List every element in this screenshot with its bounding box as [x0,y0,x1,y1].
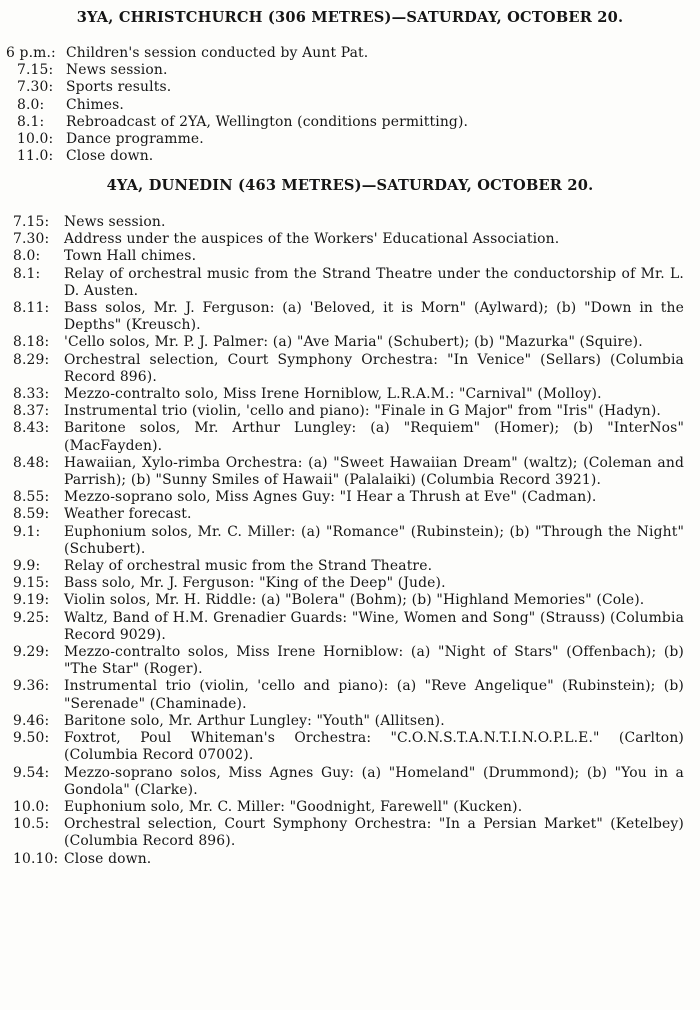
program-entry [0,45,700,62]
entry-time: 8.29: [13,351,50,368]
entry-time: 7.15: [13,214,50,230]
entry-time: 9.9: [13,558,41,575]
entry-time: 9.29: [13,644,50,661]
entry-time: 9.15: [13,575,50,592]
entry-description: Instrumental trio (violin, 'cello and piano): "Finale in G Major" from "Iris" (Hadyn). [64,403,661,420]
entry-description: Orchestral selection, Court Symphony Orchestra: "In Venice" (Sellars) (Columbia Record 896). [64,351,684,385]
entry-description: Chimes. [66,96,125,113]
program-entry [0,506,700,523]
program-entry [0,266,700,300]
program-entry [0,765,700,799]
program-entry [0,97,700,114]
entry-description: Mezzo-soprano solos, Miss Agnes Guy: (a) "Homeland" (Drummond); (b) "You in a Gondola" (Clarke). [64,764,684,798]
program-entry [0,352,700,386]
entry-description: Mezzo-contralto solo, Miss Irene Horniblow, L.R.A.M.: "Carnival" (Molloy). [64,386,602,403]
entry-description: Mezzo-soprano solo, Miss Agnes Guy: "I Hear a Thrush at Eve" (Cadman). [64,489,597,506]
program-entry [0,231,700,248]
entry-time: 8.37: [13,403,50,420]
entry-description: Baritone solos, Mr. Arthur Lungley: (a) "Requiem" (Homer); (b) "InterNos" (MacFayden). [64,420,684,454]
entry-time: 7.15: [17,62,54,79]
program-entry [0,420,700,454]
program-entry [0,403,700,420]
program-entry [0,592,700,609]
entry-time: 6 p.m.: [6,45,56,61]
program-entry [0,131,700,148]
entry-description: Foxtrot, Poul Whiteman's Orchestra: "C.O.N.S.T.A.N.T.I.N.O.P.L.E." (Carlton) (Columbia Record 07002). [64,730,684,764]
program-entry [0,558,700,575]
entry-description: News session. [64,214,166,230]
entry-description: Close down. [64,850,152,867]
entry-description: Address under the auspices of the Workers' Educational Association. [64,231,560,248]
entry-description: Instrumental trio (violin, 'cello and piano): (a) "Reve Angelique" (Rubinstein); (b) "Serenade" (Chaminade). [64,678,684,712]
program-entry [0,524,700,558]
program-entry [0,678,700,712]
entry-time: 9.46: [13,712,50,729]
program-entry [0,248,700,265]
entry-time: 9.25: [13,609,50,626]
program-entry [0,386,700,403]
program-entry [0,62,700,79]
section-heading: 3YA, CHRISTCHURCH (306 METRES)—SATURDAY, OCTOBER 20. [76,9,624,26]
entry-description: Close down. [66,148,154,165]
entry-description: Euphonium solo, Mr. C. Miller: "Goodnight, Farewell" (Kucken). [64,798,523,815]
section-heading: 4YA, DUNEDIN (463 METRES)—SATURDAY, OCTOBER 20. [106,177,594,194]
entry-description: Rebroadcast of 2YA, Wellington (conditions permitting). [66,113,469,130]
program-entry [0,644,700,678]
program-entry [0,730,700,764]
entry-description: Bass solo, Mr. J. Ferguson: "King of the Deep" (Jude). [64,575,446,592]
entry-description: Orchestral selection, Court Symphony Orchestra: "In a Persian Market" (Ketelbey) (Columbia Record 896). [64,816,684,850]
entry-time: 8.43: [13,420,50,437]
christchurch-section [0,8,700,165]
entry-description: Waltz, Band of H.M. Grenadier Guards: "Wine, Women and Song" (Strauss) (Columbia Record 9029). [64,609,684,643]
program-list [0,214,700,868]
program-entry [0,851,700,868]
entry-time: 8.0: [17,96,45,113]
entry-time: 11.0: [17,148,54,165]
entry-time: 7.30: [17,79,54,96]
program-entry [0,300,700,334]
program-entry [0,79,700,96]
program-entry [0,214,700,231]
program-entry [0,148,700,165]
entry-time: 8.59: [13,506,50,523]
entry-description: Euphonium solos, Mr. C. Miller: (a) "Romance" (Rubinstein); (b) "Through the Night" (Schubert). [64,523,684,557]
entry-time: 10.5: [13,816,50,833]
entry-description: Dance programme. [66,131,204,148]
entry-time: 7.30: [13,231,50,248]
entry-description: Sports results. [66,79,172,96]
program-entry [0,575,700,592]
entry-time: 10.10: [13,850,59,867]
program-entry [0,489,700,506]
entry-description: Town Hall chimes. [64,248,197,265]
entry-time: 8.0: [13,248,41,265]
entry-time: 8.55: [13,489,50,506]
entry-time: 9.19: [13,592,50,609]
program-entry [0,713,700,730]
entry-description: Weather forecast. [64,506,192,523]
entry-time: 9.54: [13,764,50,781]
entry-time: 8.18: [13,334,50,351]
entry-description: Violin solos, Mr. H. Riddle: (a) "Bolera" (Bohm); (b) "Highland Memories" (Cole). [64,592,645,609]
entry-time: 9.36: [13,678,50,695]
program-entry [0,455,700,489]
program-entry [0,816,700,850]
entry-time: 8.48: [13,454,50,471]
entry-time: 10.0: [13,798,50,815]
entry-description: 'Cello solos, Mr. P. J. Palmer: (a) "Ave Maria" (Schubert); (b) "Mazurka" (Squire). [64,334,643,351]
entry-description: Bass solos, Mr. J. Ferguson: (a) 'Beloved, it is Morn" (Aylward); (b) "Down in the Depths" (Kreusch). [64,300,684,334]
program-entry [0,799,700,816]
dunedin-section [0,176,700,868]
entry-description: Hawaiian, Xylo-rimba Orchestra: (a) "Sweet Hawaiian Dream" (waltz); (Coleman and Parrish); (b) "Sunny Smiles of Hawaii" (Palalaiki) (Columbia Record 3921). [64,454,684,489]
program-entry [0,610,700,644]
entry-time: 9.1: [13,523,41,540]
program-list [0,45,700,165]
entry-description: Baritone solo, Mr. Arthur Lungley: "Youth" (Allitsen). [64,712,445,729]
entry-description: Mezzo-contralto solos, Miss Irene Horniblow: (a) "Night of Stars" (Offenbach); (b) "The Star" (Roger). [64,644,684,678]
entry-description: Relay of orchestral music from the Strand Theatre. [64,558,433,575]
entry-time: 8.1: [17,113,45,130]
entry-time: 8.1: [13,265,41,282]
program-entry [0,114,700,131]
entry-time: 8.33: [13,386,50,403]
entry-description: Children's session conducted by Aunt Pat. [66,45,369,61]
entry-description: Relay of orchestral music from the Strand Theatre under the conductorship of Mr. L. D. Austen. [64,265,684,299]
entry-description: News session. [66,62,168,79]
program-entry [0,334,700,351]
entry-time: 9.50: [13,730,50,747]
entry-time: 10.0: [17,131,54,148]
entry-time: 8.11: [13,300,50,317]
